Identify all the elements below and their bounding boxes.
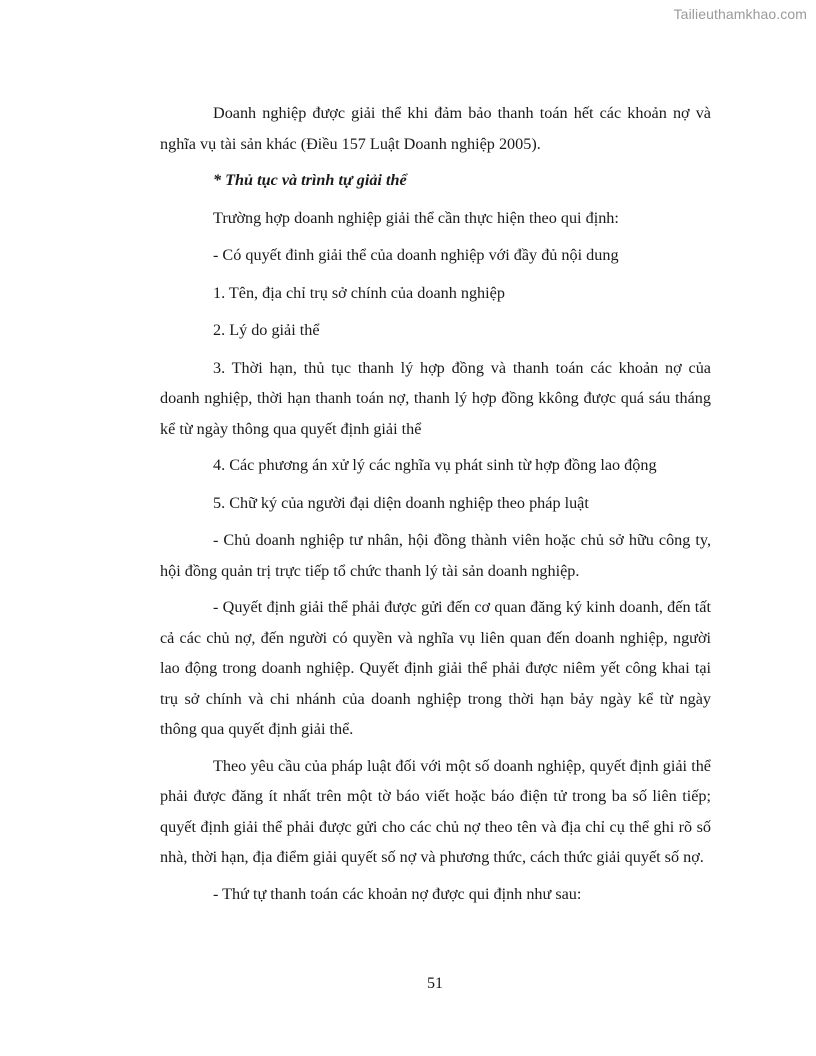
paragraph-procedure-intro: Trường hợp doanh nghiệp giải thể cần thực hiện theo qui định: xyxy=(213,208,619,227)
document-body xyxy=(160,98,711,909)
list-item-1-name-address: 1. Tên, địa chỉ trụ sở chính của doanh nghiệp xyxy=(213,283,505,302)
paragraph-payment-order: - Thứ tự thanh toán các khoản nợ được qui định như sau: xyxy=(213,884,582,903)
paragraph-publication-requirement: Theo yêu cầu của pháp luật đối với một số doanh nghiệp, quyết định giải thể phải được đăng ít nhất trên một tờ báo viết hoặc báo điện tử trong ba số liên tiếp; quyết định giải thể phải được gửi cho các chủ nợ theo tên và địa chỉ cụ thể ghi rõ số nhà, thời hạn, địa điểm giải quyết số nợ và phương thức, cách thức giải quyết số nợ. xyxy=(160,756,711,866)
paragraph-dissolution-condition: Doanh nghiệp được giải thể khi đảm bảo thanh toán hết các khoản nợ và nghĩa vụ tài sản khác (Điều 157 Luật Doanh nghiệp 2005). xyxy=(160,104,711,153)
list-item-3-deadline: 3. Thời hạn, thủ tục thanh lý hợp đồng và thanh toán các khoản nợ của doanh nghiệp, thời hạn thanh toán nợ, thanh lý hợp đồng kkông được quá sáu tháng kể từ ngày thông qua quyết định giải thể xyxy=(160,358,711,438)
list-item-2-reason: 2. Lý do giải thể xyxy=(213,321,320,339)
page-number: 51 xyxy=(427,975,443,992)
list-item-4-labor-obligations: 4. Các phương án xử lý các nghĩa vụ phát sinh từ hợp đồng lao động xyxy=(213,456,657,474)
paragraph-decision-notification: - Quyết định giải thể phải được gửi đến cơ quan đăng ký kinh doanh, đến tất cả các chủ nợ, đến người có quyền và nghĩa vụ liên quan đến doanh nghiệp, người lao động trong doanh nghiệp. Quyết định giải thể phải được niêm yết công khai tại trụ sở chính và chi nhánh của doanh nghiệp trong thời hạn bảy ngày kể từ ngày thông qua quyết định giải thể. xyxy=(160,598,711,738)
watermark-text: Tailieuthamkhao.com xyxy=(673,6,807,22)
list-item-5-signature: 5. Chữ ký của người đại diện doanh nghiệp theo pháp luật xyxy=(213,493,589,512)
list-item-dissolution-decision: - Có quyết đinh giải thể của doanh nghiệp với đầy đủ nội dung xyxy=(213,246,619,264)
paragraph-asset-liquidation: - Chủ doanh nghiệp tư nhân, hội đồng thành viên hoặc chủ sở hữu công ty, hội đồng quản trị trực tiếp tổ chức thanh lý tài sản doanh nghiệp. xyxy=(160,531,711,580)
section-heading-dissolution-procedure: * Thủ tục và trình tự giải thể xyxy=(213,171,407,189)
